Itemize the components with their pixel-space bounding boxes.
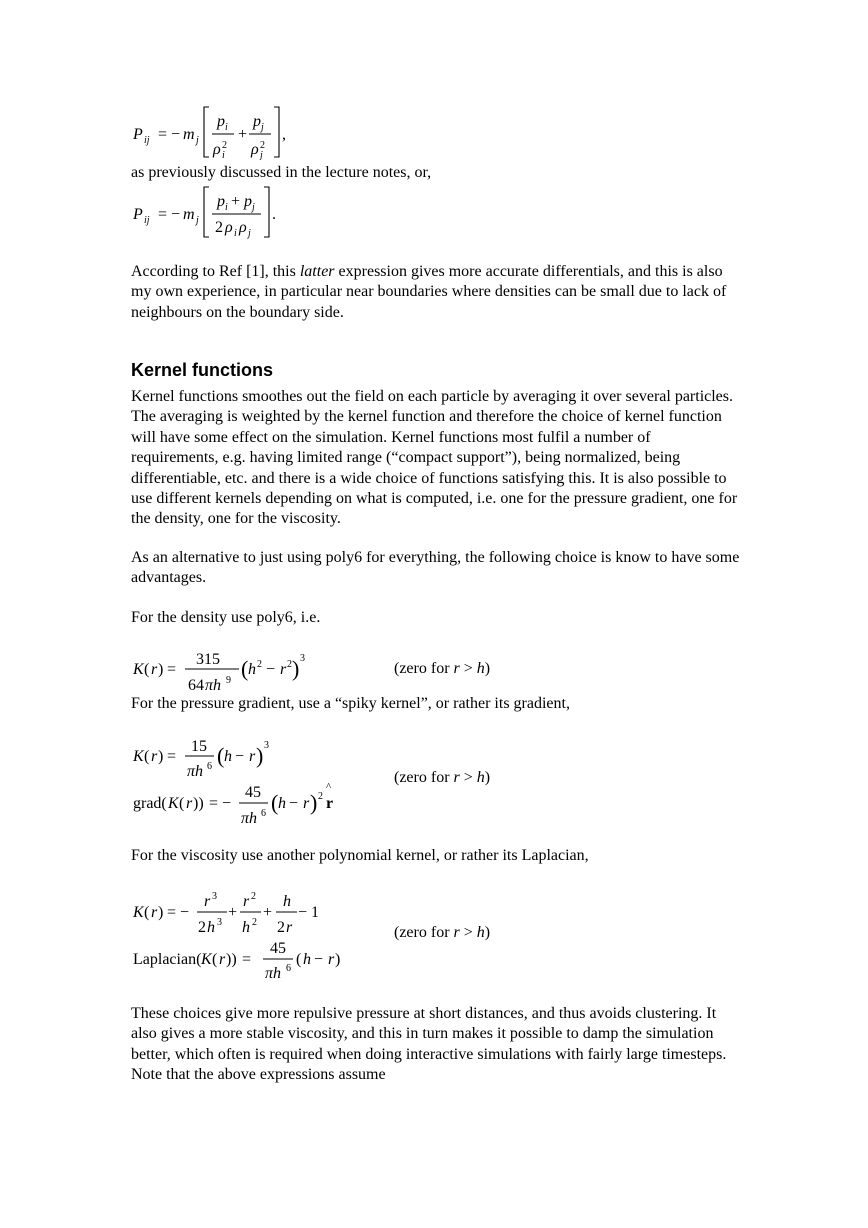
svg-text:grad(: grad( <box>133 795 167 812</box>
paragraph-alternative-choice: As an alternative to just using poly6 for everything, the following choice is know to have some advantages. <box>131 549 740 587</box>
svg-text:= −: = − <box>209 795 232 812</box>
svg-text:h: h <box>278 795 286 812</box>
svg-text:r: r <box>328 951 335 968</box>
svg-text:p: p <box>244 193 252 210</box>
paragraph-pressure-spiky: For the pressure gradient, use a “spiky kernel”, or rather its gradient, <box>131 695 570 712</box>
svg-text:i: i <box>225 122 228 133</box>
svg-text:15: 15 <box>191 738 207 755</box>
svg-text:= −: = − <box>158 206 181 223</box>
svg-text:ij: ij <box>144 215 150 226</box>
svg-text:P: P <box>133 126 143 143</box>
svg-text:i: i <box>225 202 228 213</box>
paragraph-ref-1-before: According to Ref [1], this <box>131 263 300 280</box>
svg-text:6: 6 <box>207 761 212 772</box>
svg-text:): ) <box>292 656 300 681</box>
svg-text:j: j <box>252 202 255 213</box>
equation-pressure-alternative <box>131 184 311 240</box>
svg-text:9: 9 <box>226 675 231 686</box>
svg-text:r: r <box>186 795 193 812</box>
svg-text:m: m <box>183 206 195 223</box>
zero-note-prefix: (zero for <box>394 660 454 677</box>
svg-text:= −: = − <box>158 126 181 143</box>
svg-text:2: 2 <box>260 140 265 151</box>
svg-text:6: 6 <box>286 963 291 974</box>
svg-text:πh: πh <box>187 763 204 780</box>
svg-text:)): )) <box>193 795 204 812</box>
svg-text:2: 2 <box>222 140 227 151</box>
svg-text:− 1: − 1 <box>298 904 320 921</box>
svg-text:): ) <box>158 904 164 921</box>
svg-text:r: r <box>151 661 158 678</box>
svg-text:2: 2 <box>287 659 292 670</box>
svg-text:−: − <box>266 661 276 678</box>
svg-text:(: ( <box>144 661 150 678</box>
svg-text:−: − <box>314 951 324 968</box>
svg-text:): ) <box>158 661 164 678</box>
svg-text:): ) <box>310 790 318 815</box>
zero-note-suffix: ) <box>484 769 491 786</box>
zero-note-op: > <box>459 924 477 941</box>
svg-text:K: K <box>133 661 144 678</box>
equation-spiky-kernel <box>131 730 361 830</box>
zero-note-suffix: ) <box>484 660 491 677</box>
equation-pressure-symmetric <box>131 104 311 160</box>
svg-text:r: r <box>303 795 310 812</box>
svg-text:): ) <box>335 951 341 968</box>
svg-text:P: P <box>133 206 143 223</box>
zero-note-var-r: r <box>453 660 460 677</box>
svg-text:h: h <box>224 748 232 765</box>
svg-text:(: ( <box>179 795 185 812</box>
svg-text:(: ( <box>144 904 150 921</box>
svg-text:2: 2 <box>318 791 323 802</box>
section-heading-kernel-functions: Kernel functions <box>131 360 274 380</box>
zero-note-suffix: ) <box>484 924 491 941</box>
svg-text:+: + <box>263 904 273 921</box>
zero-note-density <box>394 660 490 678</box>
svg-text:r: r <box>151 904 158 921</box>
svg-text:): ) <box>256 743 264 768</box>
svg-text:r: r <box>280 661 287 678</box>
svg-text:−: − <box>235 748 245 765</box>
svg-text:πh: πh <box>265 965 282 980</box>
svg-text:Laplacian(: Laplacian( <box>133 951 202 968</box>
svg-text:p: p <box>217 193 225 210</box>
svg-text:2: 2 <box>198 919 206 936</box>
zero-note-op: > <box>459 769 477 786</box>
svg-text:3: 3 <box>264 740 269 751</box>
svg-text:2: 2 <box>251 891 256 902</box>
zero-note-op: > <box>459 660 477 677</box>
paragraph-density-poly6: For the density use poly6, i.e. <box>131 609 321 626</box>
svg-text:i: i <box>234 228 237 239</box>
svg-text:+: + <box>231 193 241 210</box>
svg-text:r: r <box>326 795 334 812</box>
svg-text:h: h <box>303 951 311 968</box>
svg-text:r: r <box>249 748 256 765</box>
svg-text:ρ: ρ <box>213 141 221 158</box>
svg-text:p: p <box>253 113 261 130</box>
svg-text:=: = <box>167 748 177 765</box>
svg-text:): ) <box>158 748 164 765</box>
equation-viscosity-kernel <box>131 882 371 980</box>
svg-text:h: h <box>283 893 291 910</box>
svg-text:K: K <box>133 904 144 921</box>
svg-text:j: j <box>261 122 264 133</box>
svg-text:r: r <box>219 951 226 968</box>
svg-text:45: 45 <box>270 940 286 957</box>
svg-text:45: 45 <box>245 784 261 801</box>
svg-text:2: 2 <box>257 659 262 670</box>
zero-note-var-r: r <box>453 924 460 941</box>
svg-text:+: + <box>238 126 248 143</box>
paragraph-ref-1-after: expression gives more accurate differentials, and this is also my own experience, in particular near boundaries where densities can be small due to lack of neighbours on the boundary side. <box>131 263 727 321</box>
svg-text:h: h <box>207 919 215 936</box>
paragraph-conclusion: These choices give more repulsive pressure at short distances, and thus avoids clustering. It also gives a more stable viscosity, and this in turn makes it possible to damp the simulation better, which often is required when doing interactive simulations with fairly large timesteps. Note that the above expressions assume <box>131 1005 727 1084</box>
svg-text:r: r <box>286 919 293 936</box>
svg-text:ρ: ρ <box>225 219 233 236</box>
paragraph-previously-discussed: as previously discussed in the lecture notes, or, <box>131 164 432 181</box>
svg-text:K: K <box>201 951 212 968</box>
svg-text:(: ( <box>241 656 249 681</box>
zero-note-var-h: h <box>476 924 485 941</box>
svg-text:r: r <box>204 893 211 910</box>
svg-text:^: ^ <box>326 781 332 793</box>
svg-text:j: j <box>196 135 199 146</box>
svg-text:3: 3 <box>212 891 217 902</box>
svg-text:)): )) <box>226 951 237 968</box>
zero-note-viscosity <box>394 924 490 942</box>
zero-note-var-r: r <box>453 769 460 786</box>
zero-note-prefix: (zero for <box>394 769 454 786</box>
zero-note-pressure <box>394 769 490 787</box>
svg-text:h: h <box>248 661 256 678</box>
paragraph-kernel-functions: Kernel functions smoothes out the field on each particle by averaging it over several particles. The averaging is weighted by the kernel function and therefore the choice of kernel function will have some effect on the simulation. Kernel functions most fulfil a number of requirements, e.g. having limited range (“compact support”), being normalized, being differentiable, etc. and there is a wide choice of functions satisfying this. It is also possible to use different kernels depending on what is computed, i.e. one for the pressure gradient, one for the density, one for the viscosity. <box>131 388 738 528</box>
svg-text:j: j <box>196 215 199 226</box>
svg-text:.: . <box>272 206 276 223</box>
svg-text:=: = <box>167 661 177 678</box>
svg-text:πh: πh <box>205 677 222 693</box>
svg-text:3: 3 <box>217 917 222 928</box>
svg-text:,: , <box>282 126 286 143</box>
svg-text:j: j <box>248 228 251 239</box>
svg-text:(: ( <box>144 748 150 765</box>
svg-text:2: 2 <box>252 917 257 928</box>
svg-text:6: 6 <box>261 808 266 819</box>
zero-note-prefix: (zero for <box>394 924 454 941</box>
svg-text:i: i <box>222 150 225 160</box>
svg-text:(: ( <box>212 951 218 968</box>
svg-text:(: ( <box>296 951 302 968</box>
svg-text:πh: πh <box>241 810 258 827</box>
svg-text:K: K <box>168 795 179 812</box>
svg-text:315: 315 <box>196 651 220 668</box>
svg-text:ρ: ρ <box>239 219 247 236</box>
svg-text:(: ( <box>271 790 279 815</box>
paragraph-viscosity: For the viscosity use another polynomial kernel, or rather its Laplacian, <box>131 847 589 864</box>
svg-text:p: p <box>217 113 225 130</box>
svg-text:K: K <box>133 748 144 765</box>
svg-text:=: = <box>242 951 252 968</box>
svg-text:ρ: ρ <box>251 141 259 158</box>
svg-text:m: m <box>183 126 195 143</box>
equation-poly6-kernel <box>131 645 331 693</box>
svg-text:3: 3 <box>300 653 305 664</box>
svg-text:64: 64 <box>188 677 204 693</box>
svg-text:r: r <box>151 748 158 765</box>
zero-note-var-h: h <box>476 660 485 677</box>
svg-text:= −: = − <box>167 904 190 921</box>
svg-text:2: 2 <box>215 219 223 236</box>
svg-text:j: j <box>260 150 263 160</box>
svg-text:h: h <box>242 919 250 936</box>
emphasis-latter: latter <box>299 263 335 280</box>
svg-text:2: 2 <box>277 919 285 936</box>
svg-text:+: + <box>228 904 238 921</box>
svg-text:ij: ij <box>144 135 150 146</box>
zero-note-var-h: h <box>476 769 485 786</box>
svg-text:−: − <box>289 795 299 812</box>
svg-text:(: ( <box>217 743 225 768</box>
svg-text:r: r <box>243 893 250 910</box>
paragraph-ref-1 <box>131 262 741 323</box>
